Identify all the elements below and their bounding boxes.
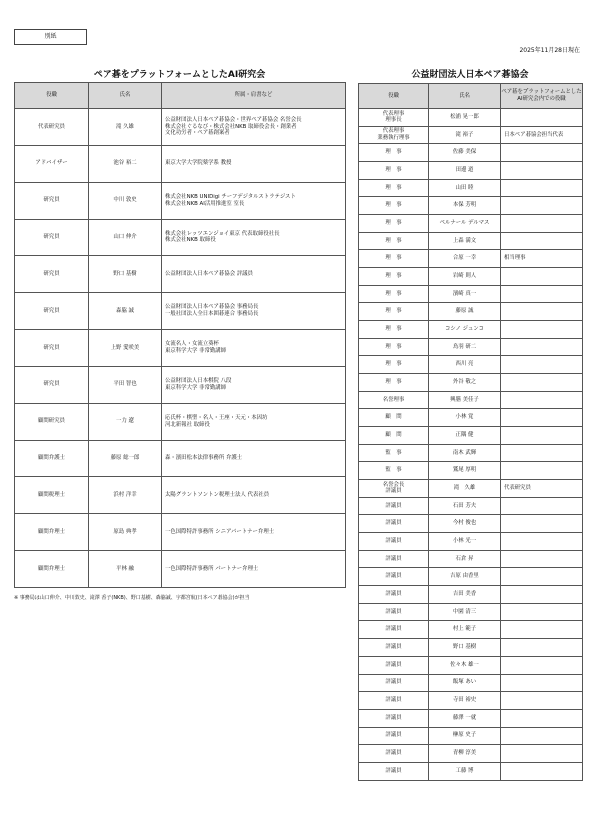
table-row: [359, 374, 583, 392]
member-name: 上野 愛咲美: [89, 330, 162, 367]
table-row: [15, 293, 346, 330]
member-role: 顧問研究員: [15, 403, 89, 440]
table-row: [359, 692, 583, 710]
officer-role: 理 事: [359, 179, 429, 197]
officer-group-role: [501, 356, 583, 374]
officer-role: 理 事: [359, 268, 429, 286]
table-row: [359, 338, 583, 356]
officer-role: 理 事: [359, 232, 429, 250]
affiliation-line: 公益財団法人日本ペア碁協会 評議員: [165, 270, 253, 277]
secretariat-note: ※ 事務局は山口伸介、中川敦史、滝澤 香子(NKB)、野口基樹、森脇誠、宇都宮航(日本ペア碁協会)が担当: [14, 595, 250, 601]
officer-group-role: [501, 586, 583, 604]
member-affiliation: [162, 477, 346, 514]
member-affiliation: [162, 330, 346, 367]
officer-name: 南木 武輝: [429, 444, 501, 462]
member-affiliation: [162, 551, 346, 588]
officer-group-role: [501, 303, 583, 321]
table-row: [359, 639, 583, 657]
officer-group-role: [501, 497, 583, 515]
officer-group-role: [501, 285, 583, 303]
officer-group-role: 代表研究員: [501, 480, 583, 498]
affiliation-line: 株式会社NKB UNIDigi チーフデジタルストラテジスト: [165, 193, 296, 200]
table-row: [359, 109, 583, 127]
officer-group-role: [501, 515, 583, 533]
table-row: [359, 321, 583, 339]
member-name: 浜村 洋幸: [89, 477, 162, 514]
officer-group-role: 相当理事: [501, 250, 583, 268]
table-row: [359, 303, 583, 321]
table-row: [15, 330, 346, 367]
officer-role: 評議員: [359, 745, 429, 763]
officer-group-role: [501, 692, 583, 710]
column-header-role: 役職: [15, 83, 89, 109]
column-header-affiliation: 所属・肩書など: [162, 83, 346, 109]
officer-name: 榊原 史子: [429, 727, 501, 745]
member-affiliation: [162, 256, 346, 293]
officer-group-role: [501, 391, 583, 409]
member-role: 研究員: [15, 293, 89, 330]
officer-name: 上森 満文: [429, 232, 501, 250]
officer-name: 鳥羽 研二: [429, 338, 501, 356]
table-row: [359, 144, 583, 162]
member-affiliation: [162, 145, 346, 182]
table-row: [359, 621, 583, 639]
officer-role: 評議員: [359, 515, 429, 533]
officer-group-role: [501, 568, 583, 586]
officer-group-role: [501, 268, 583, 286]
officer-group-role: [501, 109, 583, 127]
affiliation-line: 応氏杯・棋聖・名人・王座・天元・本因坊: [165, 414, 268, 421]
officer-name: 藤澤 一就: [429, 709, 501, 727]
officer-role: 評議員: [359, 762, 429, 780]
officer-group-role: [501, 197, 583, 215]
officer-group-role: [501, 179, 583, 197]
officer-name: 滝 久雄: [429, 480, 501, 498]
officer-name: 外谷 敬之: [429, 374, 501, 392]
affiliation-line: 公益財団法人日本ペア碁協会・世界ペア碁協会 名誉会長: [165, 116, 302, 123]
officer-group-role: [501, 444, 583, 462]
table-row: [359, 250, 583, 268]
table-row: [359, 603, 583, 621]
member-role: 研究員: [15, 182, 89, 219]
table-row: [359, 709, 583, 727]
member-affiliation: [162, 366, 346, 403]
officer-role: 名誉理事: [359, 391, 429, 409]
officer-name: 野口 基樹: [429, 639, 501, 657]
officer-group-role: [501, 374, 583, 392]
officer-group-role: [501, 674, 583, 692]
officer-role: 理 事: [359, 338, 429, 356]
table-header-row: [15, 83, 346, 109]
officer-role: 顧 問: [359, 409, 429, 427]
member-role: 顧問弁理士: [15, 514, 89, 551]
officer-group-role: [501, 144, 583, 162]
officer-group-role: [501, 621, 583, 639]
table-row: [359, 162, 583, 180]
table-row: [359, 179, 583, 197]
table-row: [359, 727, 583, 745]
officer-name: 佐藤 美保: [429, 144, 501, 162]
officer-name: 今村 俊也: [429, 515, 501, 533]
table-row: [15, 145, 346, 182]
member-name: 池谷 裕二: [89, 145, 162, 182]
table-row: [359, 515, 583, 533]
officer-group-role: [501, 727, 583, 745]
officer-role: 評議員: [359, 568, 429, 586]
officer-name: 山田 睦: [429, 179, 501, 197]
member-name: 中川 敦史: [89, 182, 162, 219]
japan-pair-go-association-table: [358, 83, 583, 781]
officer-role: 評議員: [359, 603, 429, 621]
officer-role: 代表理事 業務執行理事: [359, 126, 429, 144]
officer-name: 石田 芳夫: [429, 497, 501, 515]
officer-role: 顧 問: [359, 427, 429, 445]
officer-name: 鷲尾 厚明: [429, 462, 501, 480]
table-row: [15, 440, 346, 477]
affiliation-line: 女流名人・女流立葵杯: [165, 341, 219, 348]
member-affiliation: [162, 403, 346, 440]
table-row: [15, 182, 346, 219]
table-row: [359, 285, 583, 303]
officer-role: 評議員: [359, 709, 429, 727]
table-row: [15, 514, 346, 551]
member-role: 顧問弁理士: [15, 551, 89, 588]
officer-name: 興膳 美佳子: [429, 391, 501, 409]
member-role: 顧問税理士: [15, 477, 89, 514]
member-affiliation: [162, 109, 346, 146]
member-name: 森脇 誠: [89, 293, 162, 330]
officer-name: ペルナール デルマス: [429, 215, 501, 233]
member-affiliation: [162, 514, 346, 551]
officer-group-role: [501, 427, 583, 445]
member-name: 滝 久雄: [89, 109, 162, 146]
table-row: [15, 109, 346, 146]
column-header-name: 氏名: [89, 83, 162, 109]
column-header-name: 氏名: [429, 84, 501, 109]
officer-name: 西川 亮: [429, 356, 501, 374]
attachment-label: 別紙: [14, 29, 87, 45]
affiliation-line: 一色国際特許事務所 パートナー弁理士: [165, 565, 259, 572]
affiliation-line: 東京大学大学院薬学系 教授: [165, 160, 232, 167]
member-role: 研究員: [15, 330, 89, 367]
officer-name: 中園 清三: [429, 603, 501, 621]
officer-group-role: [501, 656, 583, 674]
affiliation-line: 文化功労者・ペア碁創案者: [165, 130, 230, 137]
member-name: 原島 典孝: [89, 514, 162, 551]
officer-name: 吉田 美香: [429, 586, 501, 604]
table-row: [359, 462, 583, 480]
table-row: [15, 403, 346, 440]
table-row: [359, 533, 583, 551]
affiliation-line: 公益財団法人日本棋院 八段: [165, 378, 232, 385]
table-row: [359, 215, 583, 233]
officer-name: 藤原 誠: [429, 303, 501, 321]
table-row: [359, 674, 583, 692]
officer-role: 評議員: [359, 497, 429, 515]
officer-group-role: [501, 321, 583, 339]
officer-role: 評議員: [359, 656, 429, 674]
right-section-title: 公益財団法人日本ペア碁協会: [411, 70, 529, 80]
officer-group-role: 日本ペア碁協会担当代表: [501, 126, 583, 144]
table-row: [359, 745, 583, 763]
table-row: [359, 497, 583, 515]
officer-name: 寺田 裕史: [429, 692, 501, 710]
table-header-row: [359, 84, 583, 109]
officer-group-role: [501, 462, 583, 480]
officer-group-role: [501, 603, 583, 621]
table-row: [15, 477, 346, 514]
member-name: 一力 遼: [89, 403, 162, 440]
officer-name: 佐々木 雄一: [429, 656, 501, 674]
member-affiliation: [162, 293, 346, 330]
affiliation-line: 東京科学大学 非常勤講師: [165, 347, 227, 354]
officer-name: 青柳 淳美: [429, 745, 501, 763]
affiliation-line: 公益財団法人日本ペア碁協会 事務局長: [165, 304, 259, 311]
officer-name: 小林 覚: [429, 409, 501, 427]
officer-role: 代表理事 理事長: [359, 109, 429, 127]
member-role: 研究員: [15, 366, 89, 403]
officer-group-role: [501, 533, 583, 551]
officer-group-role: [501, 762, 583, 780]
officer-name: 飯塚 あい: [429, 674, 501, 692]
officer-role: 評議員: [359, 586, 429, 604]
as-of-date: 2025年11月28日現在: [519, 47, 580, 54]
officer-name: 村上 範子: [429, 621, 501, 639]
officer-name: 滝 裕子: [429, 126, 501, 144]
member-affiliation: [162, 440, 346, 477]
officer-role: 理 事: [359, 144, 429, 162]
member-name: 藤原 総一郎: [89, 440, 162, 477]
officer-name: 小林 光一: [429, 533, 501, 551]
affiliation-line: 森・濱田松本法律事務所 弁護士: [165, 455, 243, 462]
officer-group-role: [501, 745, 583, 763]
table-row: [359, 586, 583, 604]
member-affiliation: [162, 219, 346, 256]
officer-name: 吉原 由香里: [429, 568, 501, 586]
table-row: [359, 356, 583, 374]
table-row: [15, 256, 346, 293]
officer-role: 評議員: [359, 621, 429, 639]
member-affiliation: [162, 182, 346, 219]
officer-role: 評議員: [359, 727, 429, 745]
affiliation-line: 株式会社ぐるなび・株式会社NKB 取締役会長・創業者: [165, 123, 297, 130]
affiliation-line: 河北新報社 取締役: [165, 421, 210, 428]
officer-role: 理 事: [359, 215, 429, 233]
officer-role: 評議員: [359, 692, 429, 710]
affiliation-line: 太陽グラントソントン税理士法人 代表社員: [165, 491, 270, 498]
officer-name: 本保 芳明: [429, 197, 501, 215]
table-row: [359, 568, 583, 586]
officer-role: 評議員: [359, 639, 429, 657]
member-role: 顧問弁護士: [15, 440, 89, 477]
table-row: [359, 268, 583, 286]
officer-role: 評議員: [359, 674, 429, 692]
table-row: [15, 366, 346, 403]
officer-name: 田邊 道: [429, 162, 501, 180]
table-row: [359, 126, 583, 144]
officer-group-role: [501, 409, 583, 427]
officer-role: 評議員: [359, 550, 429, 568]
officer-group-role: [501, 338, 583, 356]
column-header-group-role: ペア碁をプラットフォームとしたAI研究会内での役職: [501, 84, 583, 109]
officer-role: 名誉会長 評議員: [359, 480, 429, 498]
officer-role: 理 事: [359, 356, 429, 374]
table-row: [359, 656, 583, 674]
member-name: 平林 融: [89, 551, 162, 588]
table-row: [359, 197, 583, 215]
ai-research-group-table: [14, 82, 346, 588]
officer-name: 松浦 晃一郎: [429, 109, 501, 127]
table-row: [359, 480, 583, 498]
officer-role: 理 事: [359, 374, 429, 392]
column-header-role: 役職: [359, 84, 429, 109]
table-row: [359, 550, 583, 568]
officer-role: 理 事: [359, 162, 429, 180]
affiliation-line: 一色国際特許事務所 シニアパートナー弁理士: [165, 528, 275, 535]
officer-name: 岩崎 則人: [429, 268, 501, 286]
member-name: 平田 智也: [89, 366, 162, 403]
left-section-title: ペア碁をプラットフォームとしたAI研究会: [93, 70, 266, 80]
officer-role: 監 事: [359, 462, 429, 480]
officer-role: 理 事: [359, 321, 429, 339]
table-row: [359, 762, 583, 780]
table-row: [359, 232, 583, 250]
table-row: [15, 219, 346, 256]
officer-role: 理 事: [359, 250, 429, 268]
officer-name: 石倉 昇: [429, 550, 501, 568]
officer-group-role: [501, 550, 583, 568]
member-role: 研究員: [15, 256, 89, 293]
officer-role: 理 事: [359, 285, 429, 303]
affiliation-line: 一般社団法人全日本囲碁連合 事務局長: [165, 311, 259, 318]
officer-role: 評議員: [359, 533, 429, 551]
officer-role: 理 事: [359, 303, 429, 321]
officer-group-role: [501, 162, 583, 180]
table-row: [359, 444, 583, 462]
affiliation-line: 株式会社NKB AI活用推進室 室長: [165, 200, 245, 207]
officer-name: 工藤 博: [429, 762, 501, 780]
officer-name: 正隅 健: [429, 427, 501, 445]
officer-group-role: [501, 639, 583, 657]
officer-group-role: [501, 232, 583, 250]
officer-role: 監 事: [359, 444, 429, 462]
table-row: [359, 391, 583, 409]
member-role: 代表研究員: [15, 109, 89, 146]
officer-name: 濱崎 真一: [429, 285, 501, 303]
officer-name: コシノ ジュンコ: [429, 321, 501, 339]
table-row: [359, 409, 583, 427]
affiliation-line: 株式会社レッツエンジョイ東京 代表取締役社長: [165, 230, 280, 237]
member-name: 野口 基樹: [89, 256, 162, 293]
affiliation-line: 株式会社NKB 取締役: [165, 237, 216, 244]
member-role: 研究員: [15, 219, 89, 256]
officer-group-role: [501, 215, 583, 233]
table-row: [15, 551, 346, 588]
affiliation-line: 東京科学大学 非常勤講師: [165, 384, 227, 391]
officer-role: 理 事: [359, 197, 429, 215]
member-name: 山口 伸介: [89, 219, 162, 256]
table-row: [359, 427, 583, 445]
member-role: アドバイザー: [15, 145, 89, 182]
officer-name: 合原 一幸: [429, 250, 501, 268]
officer-group-role: [501, 709, 583, 727]
